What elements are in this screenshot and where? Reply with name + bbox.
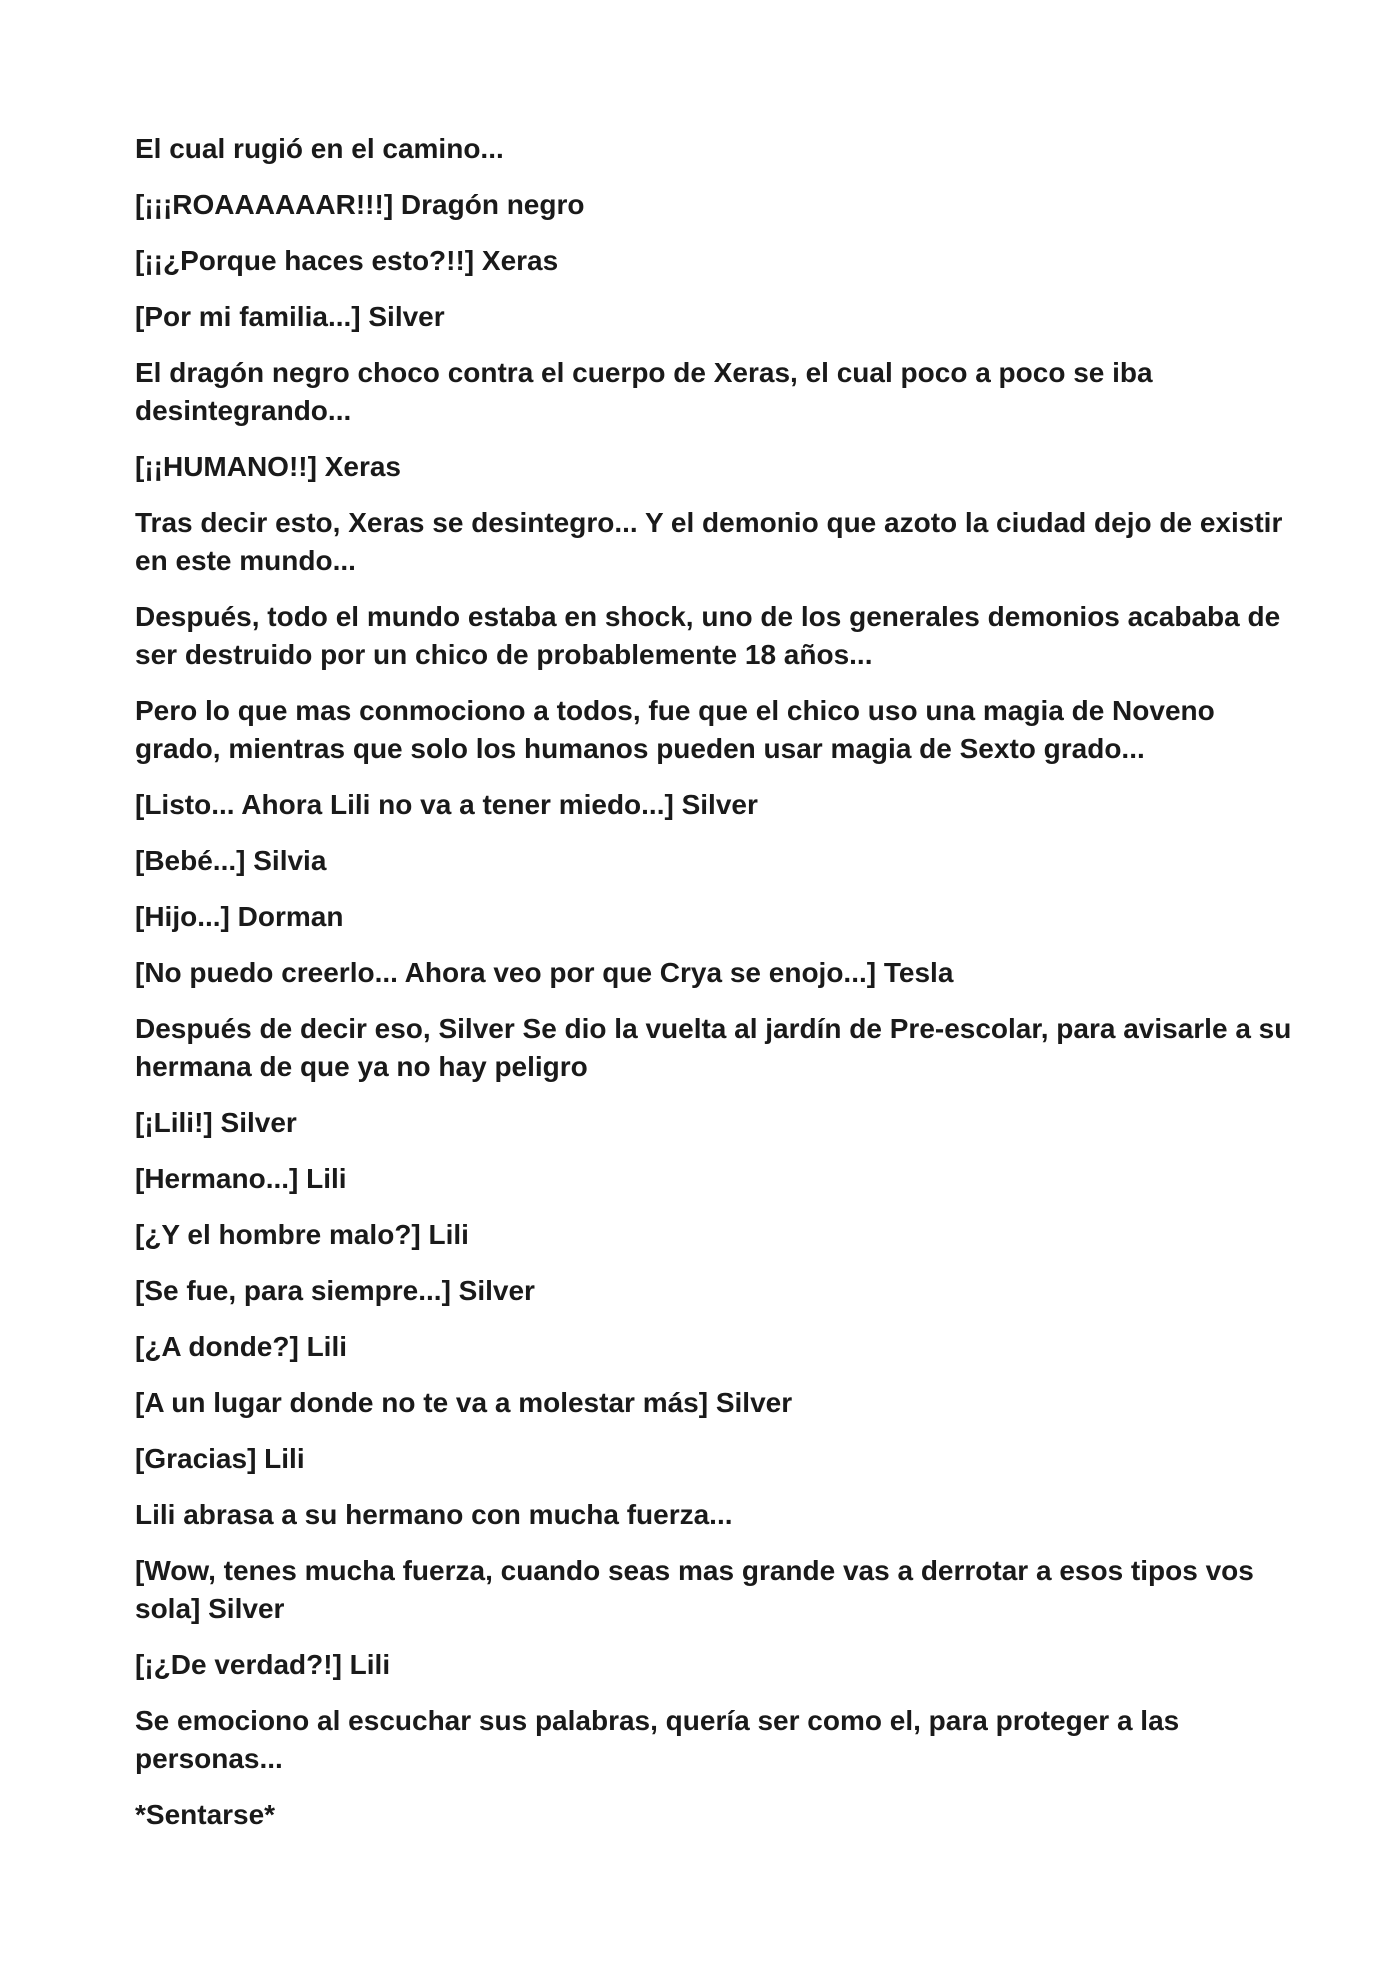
paragraph: [Wow, tenes mucha fuerza, cuando seas mas grande vas a derrotar a esos tipos vos sola] Silver [135,1555,1254,1624]
paragraph: El dragón negro choco contra el cuerpo de Xeras, el cual poco a poco se iba desintegrando... [135,357,1153,426]
paragraph: Se emociono al escuchar sus palabras, quería ser como el, para proteger a las personas... [135,1705,1180,1774]
paragraph: [Bebé...] Silvia [135,845,327,876]
paragraph: [¡¿De verdad?!] Lili [135,1649,391,1680]
paragraph: El cual rugió en el camino... [135,133,504,164]
paragraph: Después de decir eso, Silver Se dio la vuelta al jardín de Pre-escolar, para avisarle a su hermana de que ya no hay peligro [135,1013,1292,1082]
paragraph: Pero lo que mas conmociono a todos, fue que el chico uso una magia de Noveno grado, mientras que solo los humanos pueden usar magia de Sexto grado... [135,695,1215,764]
paragraph: [¡¡¿Porque haces esto?!!] Xeras [135,245,559,276]
paragraph: Lili abrasa a su hermano con mucha fuerza... [135,1499,733,1530]
paragraph: [Hijo...] Dorman [135,901,344,932]
paragraph: [No puedo creerlo... Ahora veo por que Crya se enojo...] Tesla [135,957,954,988]
paragraph: [Listo... Ahora Lili no va a tener miedo...] Silver [135,789,758,820]
document-page [135,130,1295,1852]
paragraph: [¡¡¡ROAAAAAAR!!!] Dragón negro [135,189,585,220]
paragraph: [A un lugar donde no te va a molestar más] Silver [135,1387,793,1418]
paragraph: [¡Lili!] Silver [135,1107,297,1138]
paragraph: Después, todo el mundo estaba en shock, uno de los generales demonios acababa de ser destruido por un chico de probablemente 18 años... [135,601,1281,670]
paragraph: [Por mi familia...] Silver [135,301,445,332]
paragraph: *Sentarse* [135,1799,276,1830]
paragraph: [¡¡HUMANO!!] Xeras [135,451,401,482]
paragraph: [Se fue, para siempre...] Silver [135,1275,535,1306]
paragraph: [¿Y el hombre malo?] Lili [135,1219,469,1250]
paragraph: [Gracias] Lili [135,1443,305,1474]
paragraph: [Hermano...] Lili [135,1163,347,1194]
paragraph: [¿A donde?] Lili [135,1331,348,1362]
paragraph: Tras decir esto, Xeras se desintegro... Y el demonio que azoto la ciudad dejo de existir en este mundo... [135,507,1283,576]
